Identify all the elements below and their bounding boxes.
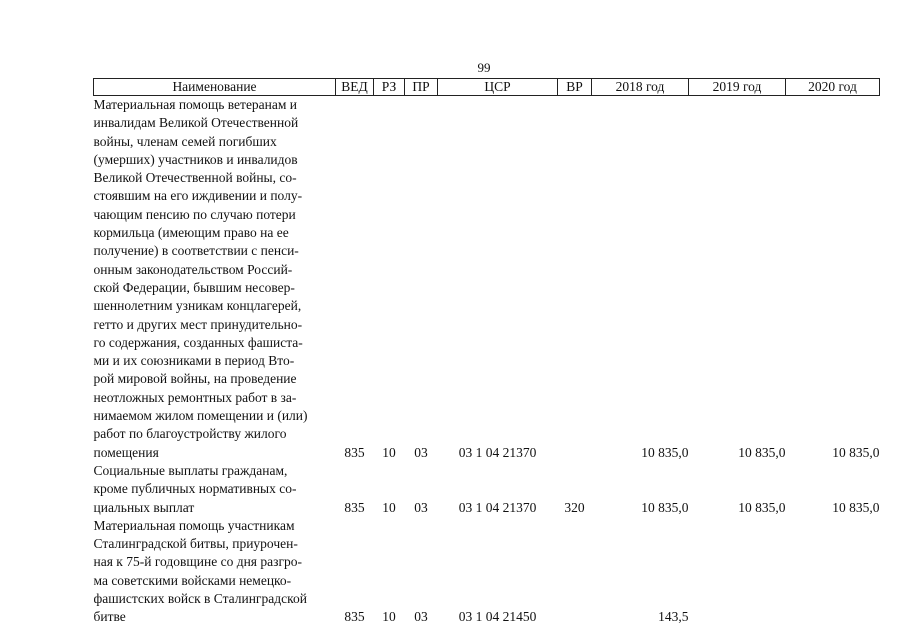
cell-name bbox=[94, 462, 336, 517]
col-header-csr: ЦСР bbox=[438, 79, 558, 96]
budget-table bbox=[93, 78, 880, 627]
cell-ved: 835 bbox=[344, 499, 365, 515]
name-line: ная к 75-й годовщине со дня разгро- bbox=[93, 554, 302, 570]
name-line: (умерших) участников и инвалидов bbox=[93, 151, 298, 167]
name-line: онным законодательством Россий- bbox=[93, 261, 293, 277]
name-line: гетто и других мест принудительно- bbox=[93, 316, 303, 332]
name-line: неотложных ремонтных работ в за- bbox=[93, 389, 297, 405]
name-line: ми и их союзниками в период Вто- bbox=[93, 353, 295, 369]
cell-2019: 10 835,0 bbox=[738, 499, 786, 515]
cell-vr: 320 bbox=[564, 499, 585, 515]
name-line: фашистских войск в Сталинградской bbox=[93, 591, 307, 607]
cell-2020: 10 835,0 bbox=[832, 499, 880, 515]
name-line: битве bbox=[93, 609, 126, 625]
table-header-row bbox=[94, 79, 880, 96]
cell-rz: 10 bbox=[382, 609, 396, 625]
cell-pr: 03 bbox=[414, 499, 428, 515]
name-line: работ по благоустройству жилого bbox=[93, 426, 287, 442]
name-line: шеннолетним узникам концлагерей, bbox=[93, 298, 302, 314]
cell-2018: 143,5 bbox=[658, 609, 689, 625]
cell-2018: 10 835,0 bbox=[641, 499, 689, 515]
col-header-vr: ВР bbox=[558, 79, 592, 96]
name-line: нимаемом жилом помещении и (или) bbox=[93, 408, 308, 424]
cell-ved: 835 bbox=[344, 444, 365, 460]
name-line: Материальная помощь участникам bbox=[93, 517, 295, 533]
table-body bbox=[94, 96, 880, 627]
cell-csr: 03 1 04 21450 bbox=[458, 609, 537, 625]
name-line: инвалидам Великой Отечественной bbox=[93, 115, 299, 131]
cell-rz: 10 bbox=[382, 499, 396, 515]
name-line: кроме публичных нормативных со- bbox=[93, 481, 297, 497]
name-line: Сталинградской битвы, приурочен- bbox=[93, 536, 298, 552]
name-line: чающим пенсию по случаю потери bbox=[93, 206, 296, 222]
cell-2019 bbox=[689, 517, 786, 627]
cell-name bbox=[94, 517, 336, 627]
table-row bbox=[94, 517, 880, 627]
cell-csr: 03 1 04 21370 bbox=[458, 499, 537, 515]
name-line: циальных выплат bbox=[93, 499, 195, 515]
cell-name bbox=[94, 96, 336, 462]
name-line: го содержания, созданных фашиста- bbox=[93, 334, 303, 350]
cell-csr: 03 1 04 21370 bbox=[458, 444, 537, 460]
name-line: помещения bbox=[93, 444, 159, 460]
cell-2019: 10 835,0 bbox=[738, 444, 786, 460]
cell-rz: 10 bbox=[382, 444, 396, 460]
col-header-name: Наименование bbox=[94, 79, 336, 96]
cell-pr: 03 bbox=[414, 444, 428, 460]
table-row bbox=[94, 462, 880, 517]
name-line: ма советскими войсками немецко- bbox=[93, 572, 292, 588]
col-header-2019: 2019 год bbox=[689, 79, 786, 96]
cell-2018: 10 835,0 bbox=[641, 444, 689, 460]
name-line: Социальные выплаты гражданам, bbox=[93, 462, 288, 478]
cell-vr bbox=[558, 96, 592, 462]
cell-pr: 03 bbox=[414, 609, 428, 625]
col-header-2020: 2020 год bbox=[786, 79, 880, 96]
name-line: кормильца (имеющим право на ее bbox=[93, 225, 289, 241]
name-line: рой мировой войны, на проведение bbox=[93, 371, 297, 387]
page-number: 99 bbox=[477, 60, 491, 75]
col-header-ved: ВЕД bbox=[336, 79, 374, 96]
name-line: Материальная помощь ветеранам и bbox=[93, 97, 298, 112]
name-line: Великой Отечественной войны, со- bbox=[93, 170, 297, 186]
table-row bbox=[94, 96, 880, 462]
name-line: ской Федерации, бывшим несовер- bbox=[93, 279, 295, 295]
col-header-rz: РЗ bbox=[374, 79, 405, 96]
name-line: стоявшим на его иждивении и полу- bbox=[93, 188, 303, 204]
cell-2020: 10 835,0 bbox=[832, 444, 880, 460]
name-line: войны, членам семей погибших bbox=[93, 133, 277, 149]
name-line: получение) в соответствии с пенси- bbox=[93, 243, 299, 259]
col-header-pr: ПР bbox=[405, 79, 438, 96]
cell-2020 bbox=[786, 517, 880, 627]
col-header-2018: 2018 год bbox=[592, 79, 689, 96]
cell-ved: 835 bbox=[344, 609, 365, 625]
cell-vr bbox=[558, 517, 592, 627]
